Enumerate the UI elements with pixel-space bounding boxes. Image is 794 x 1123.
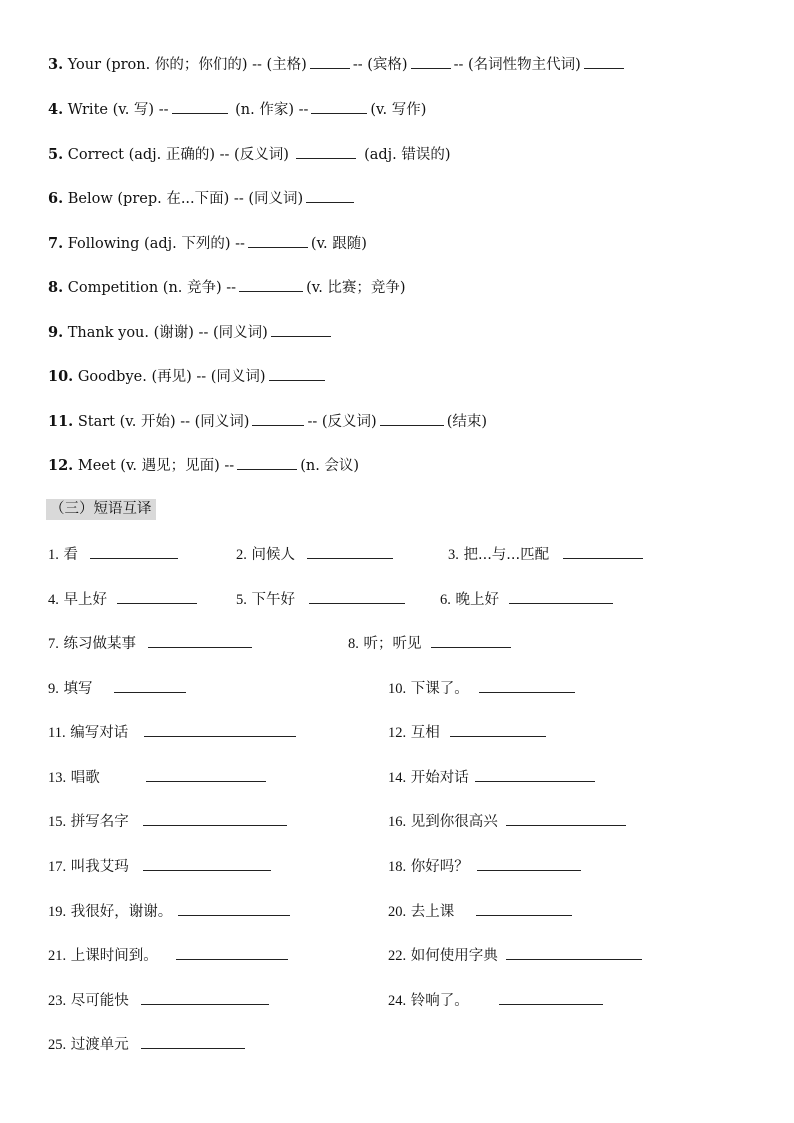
- item-number: 12.: [48, 457, 74, 474]
- vocab-item: 7. Following (adj. 下列的) -- (v. 跟随): [48, 235, 367, 252]
- phrase-item: 3. 把...与...匹配: [448, 544, 646, 564]
- answer-blank[interactable]: [479, 678, 575, 693]
- vocab-item: 11. Start (v. 开始) -- (同义词) -- (反义词) (结束): [48, 413, 488, 430]
- answer-blank[interactable]: [307, 544, 393, 559]
- vocab-item: 9. Thank you. (谢谢) -- (同义词): [48, 322, 334, 342]
- answer-blank[interactable]: [311, 99, 367, 114]
- answer-blank[interactable]: [506, 811, 626, 826]
- answer-blank[interactable]: [584, 54, 624, 69]
- vocab-item: 6. Below (prep. 在...下面) -- (同义词): [48, 188, 357, 208]
- answer-blank[interactable]: [239, 277, 303, 292]
- vocab-item: 4. Write (v. 写) -- (n. 作家) -- (v. 写作): [48, 101, 427, 118]
- item-number: 3.: [48, 56, 64, 73]
- phrase-item: 16. 见到你很高兴: [388, 811, 629, 831]
- answer-blank[interactable]: [144, 722, 296, 737]
- item-number: 4.: [48, 101, 64, 118]
- item-number: 7.: [48, 235, 64, 252]
- phrase-item: 13. 唱歌: [48, 767, 269, 787]
- vocab-item: 5. Correct (adj. 正确的) -- (反义词) (adj. 错误的): [48, 146, 451, 163]
- answer-blank[interactable]: [146, 767, 266, 782]
- answer-blank[interactable]: [143, 811, 287, 826]
- answer-blank[interactable]: [143, 856, 271, 871]
- answer-blank[interactable]: [309, 589, 405, 604]
- answer-blank[interactable]: [310, 54, 350, 69]
- phrase-item: 18. 你好吗？: [388, 856, 584, 876]
- phrase-item: 2. 问候人: [236, 544, 396, 564]
- phrase-item: 25. 过渡单元: [48, 1034, 248, 1054]
- phrase-item: 15. 拼写名字: [48, 811, 290, 831]
- phrase-item: 12. 互相: [388, 722, 549, 742]
- answer-blank[interactable]: [411, 54, 451, 69]
- answer-blank[interactable]: [431, 633, 511, 648]
- phrase-item: 24. 铃响了。: [388, 990, 606, 1010]
- vocab-item: 12. Meet (v. 遇见；见面) -- (n. 会议): [48, 457, 360, 474]
- answer-blank[interactable]: [114, 678, 186, 693]
- phrase-item: 1. 看: [48, 544, 181, 564]
- answer-blank[interactable]: [509, 589, 613, 604]
- answer-blank[interactable]: [176, 945, 288, 960]
- phrase-item: 6. 晚上好: [440, 589, 616, 609]
- vocab-item: 8. Competition (n. 竞争) -- (v. 比赛；竞争): [48, 279, 406, 296]
- answer-blank[interactable]: [141, 990, 269, 1005]
- answer-blank[interactable]: [90, 544, 178, 559]
- answer-blank[interactable]: [450, 722, 546, 737]
- item-number: 10.: [48, 368, 74, 385]
- answer-blank[interactable]: [172, 99, 228, 114]
- answer-blank[interactable]: [563, 544, 643, 559]
- item-number: 9.: [48, 324, 64, 341]
- phrase-item: 14. 开始对话: [388, 767, 598, 787]
- answer-blank[interactable]: [141, 1034, 245, 1049]
- phrase-item: 8. 听；听见: [348, 633, 514, 653]
- answer-blank[interactable]: [475, 767, 595, 782]
- answer-blank[interactable]: [248, 233, 308, 248]
- answer-blank[interactable]: [506, 945, 642, 960]
- answer-blank[interactable]: [269, 366, 325, 381]
- vocab-item: 3. Your (pron. 你的；你们的) -- (主格) -- (宾格) -- (名词性物主代词): [48, 54, 627, 74]
- phrase-item: 9. 填写: [48, 678, 189, 698]
- answer-blank[interactable]: [306, 188, 354, 203]
- answer-blank[interactable]: [476, 901, 572, 916]
- item-number: 5.: [48, 146, 64, 163]
- answer-blank[interactable]: [178, 901, 290, 916]
- item-number: 6.: [48, 190, 64, 207]
- phrase-item: 10. 下课了。: [388, 678, 578, 698]
- answer-blank[interactable]: [271, 322, 331, 337]
- answer-blank[interactable]: [477, 856, 581, 871]
- answer-blank[interactable]: [380, 411, 444, 426]
- phrase-item: 7. 练习做某事: [48, 633, 255, 653]
- phrase-item: 5. 下午好: [236, 589, 408, 609]
- answer-blank[interactable]: [148, 633, 252, 648]
- vocab-item: 10. Goodbye. (再见) -- (同义词): [48, 366, 328, 386]
- answer-blank[interactable]: [296, 144, 356, 159]
- phrase-item: 20. 去上课: [388, 901, 575, 921]
- phrase-item: 21. 上课时间到。: [48, 945, 291, 965]
- item-number: 8.: [48, 279, 64, 296]
- phrase-item: 23. 尽可能快: [48, 990, 272, 1010]
- answer-blank[interactable]: [252, 411, 304, 426]
- answer-blank[interactable]: [499, 990, 603, 1005]
- answer-blank[interactable]: [117, 589, 197, 604]
- answer-blank[interactable]: [237, 455, 297, 470]
- phrase-item: 22. 如何使用字典: [388, 945, 645, 965]
- phrase-item: 4. 早上好: [48, 589, 200, 609]
- section-title: （三）短语互译: [46, 499, 156, 520]
- item-number: 11.: [48, 413, 74, 430]
- phrase-item: 19. 我很好，谢谢。: [48, 901, 293, 921]
- phrase-item: 11. 编写对话: [48, 722, 299, 742]
- phrase-item: 17. 叫我艾玛: [48, 856, 274, 876]
